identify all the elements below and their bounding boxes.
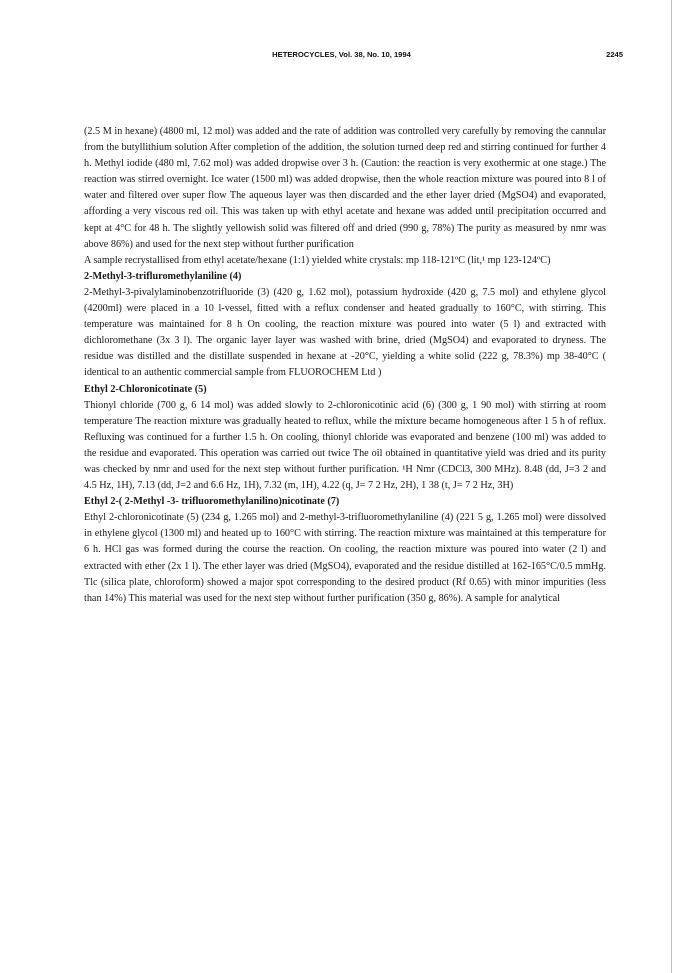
heading-nicotinate: Ethyl 2-( 2-Methyl -3- trifluoromethylanilino)nicotinate (7): [84, 496, 340, 508]
running-head: [0, 50, 683, 64]
scan-edge-line: [671, 0, 672, 973]
aniline-paragraph: 2-Methyl-3-pivalylaminobenzotrifluoride (3) (420 g, 1.62 mol), potassium hydroxide (420 g, 7.5 mol) and ethylene glycol (4200ml) were placed in a 10 l-vessel, fitted with a reflux condenser and heated gradually to 160°C, with stirring. This temperature was maintained for 8 h On cooling, the reaction mixture was poured into water (5 l) and extracted with dichloromethane (3x 3 l). The organic layer layer was washed with brine, dried (MgSO4) and evaporated to dryness. The residue was distilled and the distillate suspended in hexane at -20°C, yielding a white solid (222 g, 78.3%) mp 38-40°C ( identical to an authentic commercial sample from FLUOROCHEM Ltd ): [84, 286, 606, 379]
nicotinate-paragraph: Ethyl 2-chloronicotinate (5) (234 g, 1.265 mol) and 2-methyl-3-trifluoromethylaniline (4) (221 5 g, 1.265 mol) were dissolved in ethylene glycol (1300 ml) and heated up to 160°C with stirring. The reaction mixture was maintained at this temperature for 6 h. HCl gas was formed during the course the reaction. On cooling, the reaction mixture was poured into water (2 l) and extracted with ether (2x 1 l). The ether layer was dried (MgSO4), evaporated and the residue distilled at 162-165°C/0.5 mmHg. Tlc (silica plate, chloroform) showed a major spot corresponding to the desired product (Rf 0.65) with minor impurities (less than 14%) This material was used for the next step without further purification (350 g, 86%). A sample for analytical: [84, 512, 606, 604]
article-body: [84, 124, 606, 607]
heading-aniline: 2-Methyl-3-trifluromethylaniline (4): [84, 270, 242, 282]
intro-paragraph: (2.5 M in hexane) (4800 ml, 12 mol) was added and the rate of addition was controlled very carefully by removing the cannular from the butyllithium solution After completion of the addition, the solution turned deep red and stirring continued for further 4 h. Methyl iodide (480 ml, 7.62 mol) was added dropwise over 3 h. (Caution: the reaction is very exothermic at one stage.) The reaction was stirred overnight. Ice water (1500 ml) was added dropwise, then the whole reaction mixture was poured into 8 l of water and filtered over super flow The aqueous layer was then discarded and the ether layer dried (MgSO4) and evaporated, affording a very viscous red oil. This was taken up with ethyl acetate and hexane was added until precipitation occurred and kept at 4°C for 48 h. The slightly yellowish solid was filtered off and dried (990 g, 78%) The purity as measured by nmr was above 86%) and used for the next step without further purification: [84, 126, 606, 250]
recrystallisation-note: A sample recrystallised from ethyl acetate/hexane (1:1) yielded white crystals: mp 118-121ºC (lit,¹ mp 123-124ºC): [84, 254, 551, 266]
page-number: 2245: [606, 50, 623, 59]
heading-chloronicotinate: Ethyl 2-Chloronicotinate (5): [84, 383, 207, 395]
chloronicotinate-paragraph: Thionyl chloride (700 g, 6 14 mol) was added slowly to 2-chloronicotinic acid (6) (300 g, 1 90 mol) with stirring at room temperature The reaction mixture was gradually heated to reflux, while the mixture became homogeneous after 1 5 h of reflux. Refluxing was continued for a further 1.5 h. On cooling, thionyl chloride was evaporated and benzene (100 ml) was added to the residue and evaporated. This operation was carried out twice The oil obtained in quantitative yield was dried and its purity was checked by nmr and used for the next step without further purification. ¹H Nmr (CDCl3, 300 MHz). 8.48 (dd, J=3 2 and 4.5 Hz, 1H), 7.13 (dd, J=2 and 6.6 Hz, 1H), 7.32 (m, 1H), 4.22 (q, J= 7 2 Hz, 2H), 1 38 (t, J= 7 2 Hz, 3H): [84, 399, 606, 492]
journal-citation: HETEROCYCLES, Vol. 38, No. 10, 1994: [272, 50, 411, 59]
